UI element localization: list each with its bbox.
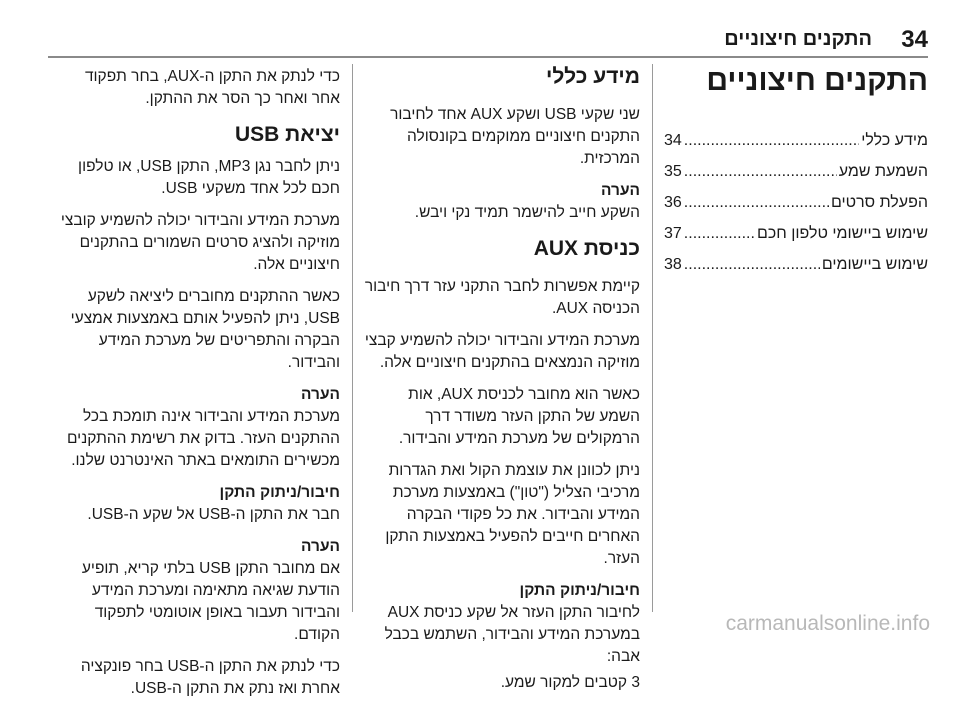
subheading-connect-usb: חיבור/ניתוק התקן [219,484,340,501]
toc-item-label: מידע כללי [861,132,928,149]
table-of-contents [664,130,928,276]
usb-column [58,62,340,710]
note-text: השקע חייב להישמר תמיד נקי ויבש. [414,204,640,221]
section-title-usb: יציאת USB [234,123,340,146]
toc-item[interactable] [664,223,928,245]
toc-item-page: 36 [664,194,682,211]
aux-paragraph: ניתן לכוונן את עוצמת הקול ואת הגדרות מרכיבי הצליל ("טון") באמצעות מערכת המידע והבידור. את כל פקודי הבקרה האחרים חייבים להפעיל באמצעות התקן העזר. [385,462,640,567]
usb-paragraph: מערכת המידע והבידור יכולה להשמיע קובצי מוזיקה ולהציג סרטים השמורים בהתקנים חיצוניים אלה. [60,212,340,273]
toc-leader-dots [684,192,829,214]
note-text: אם מחובר התקן USB בלתי קריא, תופיע הודעת שגיאה מתאימה ומערכת המידע והבידור תעבור באופן אוטומטי לתפקוד הקודם. [81,560,340,643]
toc-item-page: 34 [664,132,682,149]
note-heading: הערה [301,386,340,403]
column-divider-right [652,64,653,612]
usb-connect-text: חבר את התקן ה-USB אל שקע ה-USB. [87,506,340,523]
column-divider-left [352,64,353,612]
toc-item-label: שימוש ביישומים [821,256,928,273]
toc-leader-dots [684,161,837,183]
connect-text: לחיבור התקן העזר אל שקע כניסת AUX במערכת המידע והבידור, השתמש בכבל אבה: [384,604,640,665]
toc-leader-dots [684,130,859,152]
toc-item-label: השמעת שמע [838,163,928,180]
toc-leader-dots [684,223,755,245]
general-intro-text: שני שקעי USB ושקע AUX אחד לחיבור התקנים חיצוניים ממוקמים בקונסולה המרכזית. [390,106,640,167]
header-rule [48,56,928,58]
toc-item-page: 37 [664,225,682,242]
usb-paragraph: כאשר ההתקנים מחוברים ליציאה לשקע USB, ניתן להפעיל אותם באמצעות אמצעי הבקרה והתפריטים של מערכת המידע והבידור. [70,288,340,371]
aux-paragraph: מערכת המידע והבידור יכולה להשמיע קבצי מוזיקה הנמצאים בהתקנים חיצוניים אלה. [364,332,640,371]
note-text: מערכת המידע והבידור אינה תומכת בכל ההתקנים העזר. בדוק את רשימת ההתקנים מכשירים התומאים באתר האינטרנט שלנו. [66,408,340,469]
section-title-aux: כניסת AUX [533,237,640,260]
toc-item[interactable] [664,130,928,152]
toc-item[interactable] [664,161,928,183]
connect-text-cable: 3 קטבים למקור שמע. [500,674,640,691]
toc-item[interactable] [664,192,928,214]
chapter-contents-column [664,62,928,285]
note-heading: הערה [601,182,640,199]
page-header [48,22,928,52]
aux-paragraph: קיימת אפשרות לחבר התקני עזר דרך חיבור הכניסה AUX. [364,278,640,317]
toc-item-label: שימוש ביישומי טלפון חכם [757,225,928,242]
toc-item-page: 38 [664,256,682,273]
running-header-title: התקנים חיצוניים [724,28,872,50]
toc-item-page: 35 [664,163,682,180]
subheading-connect: חיבור/ניתוק התקן [519,582,640,599]
note-heading: הערה [301,538,340,555]
watermark: carmanualsonline.info [725,612,930,635]
toc-item[interactable] [664,254,928,276]
toc-item-label: הפעלת סרטים [830,194,928,211]
aux-disconnect-text: כדי לנתק את התקן ה-AUX, בחר תפקוד אחר ואחר כך הסר את ההתקן. [84,68,340,107]
aux-paragraph: כאשר הוא מחובר לכניסת AUX, אות השמע של התקן העזר משודר דרך הרמקולים של מערכת המידע והבידור. [398,386,640,447]
section-title-general: מידע כללי [546,65,640,88]
usb-paragraph: ניתן לחבר נגן MP3, התקן USB, או טלפון חכם לכל אחד משקעי USB. [78,158,340,197]
toc-leader-dots [684,254,820,276]
usb-disconnect-text: כדי לנתק את התקן ה-USB בחר פונקציה אחרת ואז נתק את התקן ה-USB. [80,658,340,697]
chapter-title: התקנים חיצוניים [706,64,928,97]
page-number: 34 [901,26,928,53]
general-info-column [364,62,640,704]
